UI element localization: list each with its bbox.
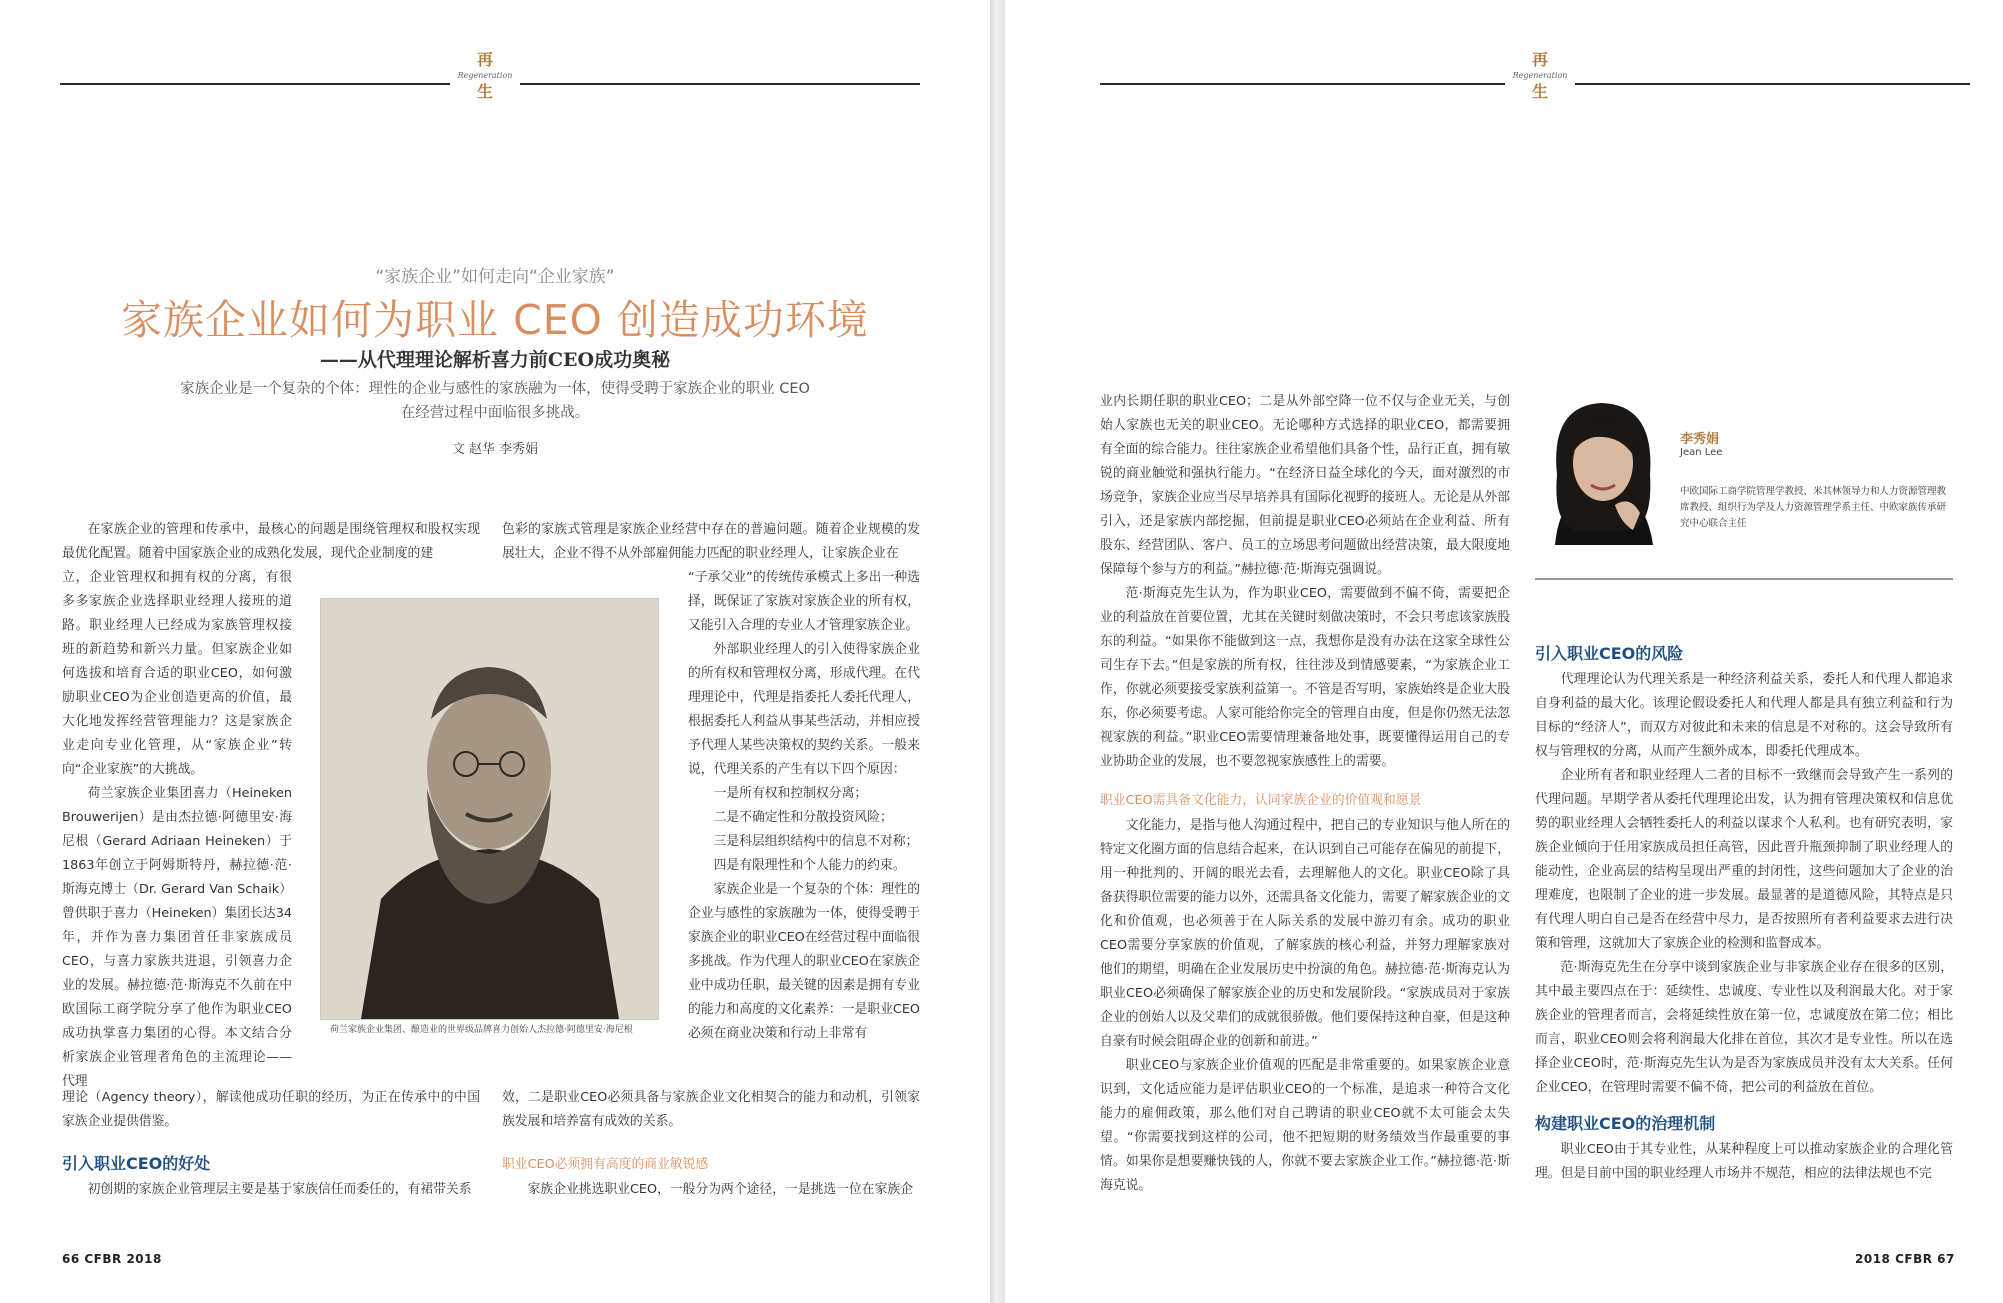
article-title: 家族企业如何为职业 CEO 创造成功环境	[121, 296, 869, 344]
subsection-heading: 职业CEO必须拥有高度的商业敏锐感	[502, 1157, 709, 1172]
paragraph: 家族企业是一个复杂的个体：理性的企业与感性的家族融为一体，使得受聘于家族企业的职业CEO在经营过程中面临很多挑战。作为代理人的职业CEO在家族企业中成功任职，最关键的因素是拥有专业的能力和高度的文化素养：一是职业CEO必须在商业决策和行动上非常有	[688, 882, 920, 1041]
page-gutter	[990, 0, 1005, 1303]
list-item: 四是有限理性和个人能力的约束。	[713, 858, 906, 873]
portrait-illustration	[321, 599, 658, 1019]
byline: 文 赵华 李秀娟	[451, 442, 539, 457]
paragraph: 效，二是职业CEO必须具备与家族企业文化相契合的能力和动机，引领家族发展和培养富有成效的关系。	[502, 1090, 920, 1129]
header-rule-left	[1100, 83, 1505, 85]
photo-caption: 荷兰家族企业集团、酿造业的世界级品牌喜力创始人杰拉德·阿德里安·海尼根	[330, 1025, 633, 1035]
paragraph: 企业所有者和职业经理人二者的目标不一致继而会导致产生一系列的代理问题。早期学者从委托代理理论出发，认为拥有管理决策权和信息优势的职业经理人会牺牲委托人的利益以谋求个人私利。也有研究表明，家族企业倾向于任用家族成员担任高管，因此晋升瓶颈抑制了职业经理人的能动性，企业高层的结构呈现出严重的封闭性，这些问题加大了企业的治理难度，也限制了企业的进一步发展。最显著的是道德风险，其特点是只有代理人明白自己是否在经营中尽力，是否按照所有者利益要求去进行决策和管理，这就加大了家族企业的检测和监督成本。	[1535, 768, 1953, 951]
paragraph: 家族企业挑选职业CEO，一般分为两个途径，一是挑选一位在家族企	[527, 1182, 913, 1197]
paragraph: 理论（Agency theory），解读他成功任职的经历，为正在传承中的中国家族企业提供借鉴。	[62, 1090, 480, 1129]
paragraph: 立，企业管理权和拥有权的分离，有很多多家族企业选择职业经理人接班的道路。职业经理人已经成为家族管理权接班的新趋势和新兴力量。但家族企业如何选拔和培育合适的职业CEO，如何激励职业CEO为企业创造更高的价值，最大化地发挥经营管理能力？这是家族企业走向专业化管理，从“家族企业”转向“企业家族”的大挑战。	[62, 570, 292, 777]
header-rule-right	[520, 83, 920, 85]
article-kicker: “家族企业”如何走向“企业家族”	[375, 267, 615, 287]
paragraph: 荷兰家族企业集团喜力（Heineken Brouwerijen）是由杰拉德·阿德里安·海尼根（Gerard Adriaan Heineken）于1863年创立于阿姆斯特丹，赫拉德·范·斯海克博士（Dr. Gerard Van Schaik）曾供职于喜力（Heineken）集团长达34年，并作为喜力集团首任非家族成员CEO，与喜力家族共进退，引领喜力企业的发展。赫拉德·范·斯海克不久前在中欧国际工商学院分享了他作为职业CEO成功执掌喜力集团的心得。本文结合分析家族企业管理者角色的主流理论——代理	[62, 786, 292, 1089]
page-number-right: 2018 CFBR 67	[1855, 1252, 1955, 1266]
header-rule-left	[60, 83, 450, 85]
left-col1-bottom	[62, 1086, 480, 1202]
header-rule-right	[1575, 83, 1970, 85]
emblem-english: Regeneration	[457, 71, 513, 80]
regeneration-emblem-icon	[1505, 50, 1575, 102]
paragraph: “子承父业”的传统传承模式上多出一种选择，既保证了家族对家族企业的所有权，又能引入合理的专业人才管理家族企业。	[688, 570, 920, 633]
paragraph: 职业CEO与家族企业价值观的匹配是非常重要的。如果家族企业意识到，文化适应能力是评估职业CEO的一个标准，是追求一种符合文化能力的雇佣政策，那么他们对自己聘请的职业CEO就不太可能会太失望。“你需要找到这样的公司，他不把短期的财务绩效当作最重要的事情。如果你是想要赚快钱的人，你就不要去家族企业工作。”赫拉德·范·斯海克说。	[1100, 1058, 1510, 1193]
paragraph: 初创期的家族企业管理层主要是基于家族信任而委任的，有裙带关系	[87, 1182, 472, 1197]
right-col2	[1535, 640, 1953, 1186]
left-col1-narrow	[62, 566, 292, 1094]
subsection-heading: 职业CEO需具备文化能力，认同家族企业的价值观和愿景	[1100, 793, 1422, 808]
article-subtitle: ——从代理理论解析喜力前CEO成功奥秘	[319, 349, 671, 371]
section-heading: 构建职业CEO的治理机制	[1535, 1114, 1716, 1133]
left-col2-bottom	[502, 1086, 920, 1202]
left-col2-top	[502, 518, 920, 566]
paragraph: 外部职业经理人的引入使得家族企业的所有权和管理权分离，形成代理。在代理理论中，代理是指委托人委托代理人，根据委托人利益从事某些活动，并相应授予代理人某些决策权的契约关系。一般来说，代理关系的产生有以下四个原因：	[688, 642, 920, 777]
left-page	[0, 0, 990, 1303]
section-heading: 引入职业CEO的风险	[1535, 644, 1684, 663]
emblem-char-top: 再	[1531, 50, 1548, 69]
list-item: 三是科层组织结构中的信息不对称；	[713, 834, 919, 849]
emblem-english: Regeneration	[1512, 71, 1568, 80]
page-number-left: 66 CFBR 2018	[62, 1252, 162, 1266]
paragraph: 色彩的家族式管理是家族企业经营中存在的普遍问题。随着企业规模的发展壮大，企业不得不从外部雇佣能力匹配的职业经理人，让家族企业在	[502, 522, 920, 561]
article-lead	[0, 377, 990, 425]
lead-line-1: 家族企业是一个复杂的个体：理性的企业与感性的家族融为一体，使得受聘于家族企业的职业 CEO	[180, 381, 810, 397]
right-col1	[1100, 390, 1510, 1198]
regeneration-emblem-icon	[450, 50, 520, 102]
heineken-founder-photo	[320, 598, 659, 1020]
paragraph: 在家族企业的管理和传承中，最核心的问题是围绕管理权和股权实现最优化配置。随着中国家族企业的成熟化发展，现代企业制度的建	[62, 522, 480, 561]
left-col1-top	[62, 518, 480, 566]
emblem-char-bottom: 生	[1531, 82, 1548, 101]
author-name: 李秀娟	[1680, 432, 1720, 447]
list-item: 一是所有权和控制权分离；	[713, 786, 868, 801]
paragraph: 范·斯海克先生在分享中谈到家族企业与非家族企业存在很多的区别，其中最主要四点在于：延续性、忠诚度、专业性以及利润最大化。对于家族企业的管理者而言，会将延续性放在第一位，忠诚度放在第二位；相比而言，职业CEO则会将利润最大化排在首位，其次才是专业性。所以在选择企业CEO时，范·斯海克先生认为是否为家族成员并没有太大关系。任何企业CEO，在管理时需要不偏不倚，把公司的利益放在首位。	[1535, 960, 1953, 1095]
author-portrait	[1535, 395, 1670, 545]
emblem-char-top: 再	[476, 50, 493, 69]
profile-divider	[1535, 578, 1953, 580]
paragraph: 文化能力，是指与他人沟通过程中，把自己的专业知识与他人所在的特定文化圈方面的信息结合起来，在认识到自己可能存在偏见的前提下，用一种批判的、开阔的眼光去看，去理解他人的文化。职业CEO除了具备获得职位需要的能力以外，还需具备文化能力，需要了解家族企业的文化和价值观，也必须善于在人际关系的发展中游刃有余。成功的职业CEO需要分享家族的价值观，了解家族的核心利益，并努力理解家族对他们的期望，明确在企业发展历史中扮演的角色。赫拉德·范·斯海克认为职业CEO必须确保了解家族企业的历史和发展阶段。“家族成员对于家族企业的创始人以及父辈们的成就很骄傲。他们要保持这种自豪，但是这种自豪有时候会阻碍企业的创新和前进。”	[1100, 818, 1510, 1049]
paragraph: 代理理论认为代理关系是一种经济利益关系，委托人和代理人都追求自身利益的最大化。该理论假设委托人和代理人都是具有独立利益和行为目标的“经济人”，而双方对彼此和未来的信息是不对称的。这会导致所有权与管理权的分离，从而产生额外成本，即委托代理成本。	[1535, 672, 1953, 759]
paragraph: 范·斯海克先生认为，作为职业CEO，需要做到不偏不倚，需要把企业的利益放在首要位置，尤其在关键时刻做决策时，不会只考虑该家族股东的利益。“如果你不能做到这一点，我想你是没有办法在这家全球性公司生存下去。”但是家族的所有权，往往涉及到情感要素，“为家族企业工作，你就必须要接受家族利益第一。不管是否写明，家族始终是企业大股东，你必须要考虑。人家可能给你完全的管理自由度，但是你仍然无法忽视家族的利益。”职业CEO需要情理兼备地处事，既要懂得运用自己的专业协助企业的发展，也不要忽视家族感性上的需要。	[1100, 586, 1510, 769]
author-bio: 中欧国际工商学院管理学教授、米其林领导力和人力资源管理教席教授、组织行为学及人力资源管理学系主任、中欧家族传承研究中心联合主任	[1680, 486, 1947, 529]
section-heading: 引入职业CEO的好处	[62, 1154, 211, 1173]
paragraph: 业内长期任职的职业CEO；二是从外部空降一位不仅与企业无关，与创始人家族也无关的职业CEO。无论哪种方式选择的职业CEO，都需要拥有全面的综合能力。往往家族企业希望他们具备个性，品行正直，拥有敏锐的商业触觉和强执行能力。“在经济日益全球化的今天，面对激烈的市场竞争，家族企业应当尽早培养具有国际化视野的接班人。无论是从外部引入，还是家族内部挖掘，但前提是职业CEO必须站在企业利益、所有股东、经营团队、客户、员工的立场思考问题做出经营决策，最大限度地保障每个参与方的利益。”赫拉德·范·斯海克强调说。	[1100, 394, 1510, 577]
left-col2-narrow	[688, 566, 920, 1046]
paragraph: 职业CEO由于其专业性，从某种程度上可以推动家族企业的合理化管理。但是目前中国的职业经理人市场并不规范，相应的法律法规也不完	[1535, 1142, 1953, 1181]
author-name-english: Jean Lee	[1680, 447, 1723, 458]
lead-line-2: 在经营过程中面临很多挑战。	[400, 405, 590, 421]
emblem-char-bottom: 生	[476, 82, 493, 101]
list-item: 二是不确定性和分散投资风险；	[713, 810, 893, 825]
